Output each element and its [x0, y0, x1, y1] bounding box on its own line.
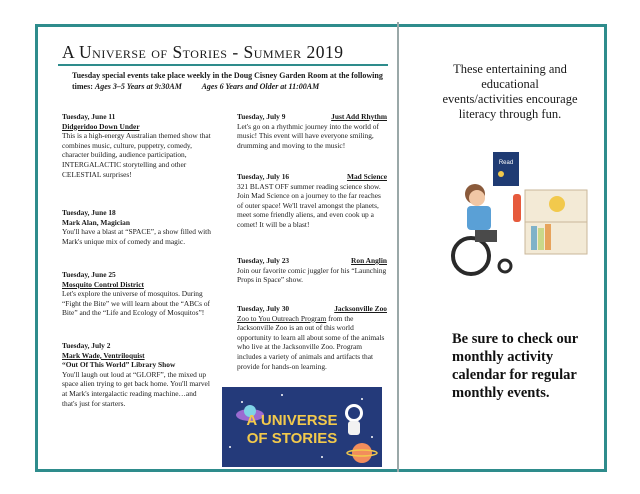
event-date: Tuesday, July 9	[237, 112, 286, 121]
event-description: You'll laugh out loud at “GLORF”, the mixed up space alien trying to get back home. You'll marvel at Mark's intergalactic reading machine…and that's just for starters.	[62, 369, 210, 408]
event-date: Tuesday, July 30	[237, 304, 290, 313]
event-july-9	[237, 112, 387, 150]
column-divider	[397, 22, 399, 472]
event-lead: Zoo to You Outreach Program	[237, 313, 327, 323]
event-name: Mark Alan, Magician	[62, 217, 130, 227]
event-name: Mad Science	[346, 172, 387, 181]
event-date: Tuesday, July 16	[237, 172, 290, 181]
wheelchair-icon	[453, 238, 489, 274]
event-july-23	[237, 256, 387, 285]
event-july-16	[237, 172, 387, 230]
event-july-30	[237, 304, 387, 371]
banner-line1: A UNIVERSE	[246, 412, 338, 429]
right-callout-text: Be sure to check our monthly activity calendar for regular monthly events.	[452, 331, 578, 401]
rocket-icon	[513, 194, 521, 222]
event-description: You'll have a blast at “SPACE”, a show filled with Mark's unique mix of comedy and magic.	[62, 227, 211, 246]
event-name: Mosquito Control District	[62, 279, 144, 289]
planet-icon	[352, 443, 372, 463]
event-description: This is a high-energy Australian themed show that combines music, culture, puppetry, comedy, character building, audience participation, INTERGALACTIC storytelling and other CELESTIAL surprises!	[62, 131, 211, 179]
book-icon	[493, 152, 519, 186]
event-july-2	[62, 341, 212, 408]
right-intro-text: These entertaining and educational events/activities encourage literacy through fun.	[442, 62, 578, 121]
event-date: Tuesday, July 23	[237, 256, 290, 265]
svg-text:Read: Read	[498, 160, 514, 166]
event-description: Join our favorite comic juggler for his “Launching Props in Space” show.	[237, 265, 387, 285]
event-name: Ron Anglin	[351, 256, 387, 265]
event-name: Jacksonville Zoo	[334, 304, 387, 313]
event-date: Tuesday, June 25	[62, 270, 116, 279]
event-name: Just Add Rhythm	[331, 112, 387, 121]
event-date: Tuesday, July 2	[62, 341, 111, 350]
event-name: Didgeridoo Down Under	[62, 121, 140, 131]
page-title: A Universe of Stories - Summer 2019	[62, 42, 344, 62]
intro-times: Ages 3–5 Years at 9:30AM Ages 6 Years and Older at 11:00AM	[94, 82, 320, 91]
intro-statement: Tuesday special events take place weekly in the Doug Cisney Garden Room at the following times:	[72, 71, 383, 91]
event-june-25	[62, 270, 212, 318]
event-date: Tuesday, June 18	[62, 208, 116, 217]
event-description-rest: from the Jacksonville Zoo is an out of this world opportunity to learn all about some of the animals who live at the Jacksonville Zoo. Program includes a variety of animals and artifacts that provide for hands-on learning.	[237, 313, 385, 371]
title-underline	[58, 64, 388, 66]
event-description: Let's explore the universe of mosquitos. During “Fight the Bite” we will learn about the “ABCs of Bite” and the “Life and Ecology of Mosquitos”!	[62, 289, 210, 318]
event-description: Let's go on a rhythmic journey into the world of music! This event will have everyone smiling, drumming and moving to the music!	[237, 121, 379, 150]
event-june-11	[62, 112, 212, 179]
universe-of-stories-banner	[222, 387, 382, 467]
event-date: Tuesday, June 11	[62, 112, 116, 121]
event-subtitle: “Out Of This World” Library Show	[62, 360, 176, 370]
event-description	[237, 314, 387, 372]
event-june-18	[62, 208, 212, 246]
event-description: 321 BLAST OFF summer reading science show. Join Mad Science on a journey to the far reaches of outer space! We'll travel amongst the planets, meet some friendly aliens, and even cook up a comet! It will be a blast!	[237, 181, 381, 229]
intro-text	[72, 70, 392, 92]
child-reading-illustration	[445, 148, 590, 278]
rocket-toy-icon	[549, 196, 565, 212]
banner-line2: OF STORIES	[246, 430, 338, 447]
event-name: Mark Wade, Ventriloquist	[62, 350, 145, 360]
